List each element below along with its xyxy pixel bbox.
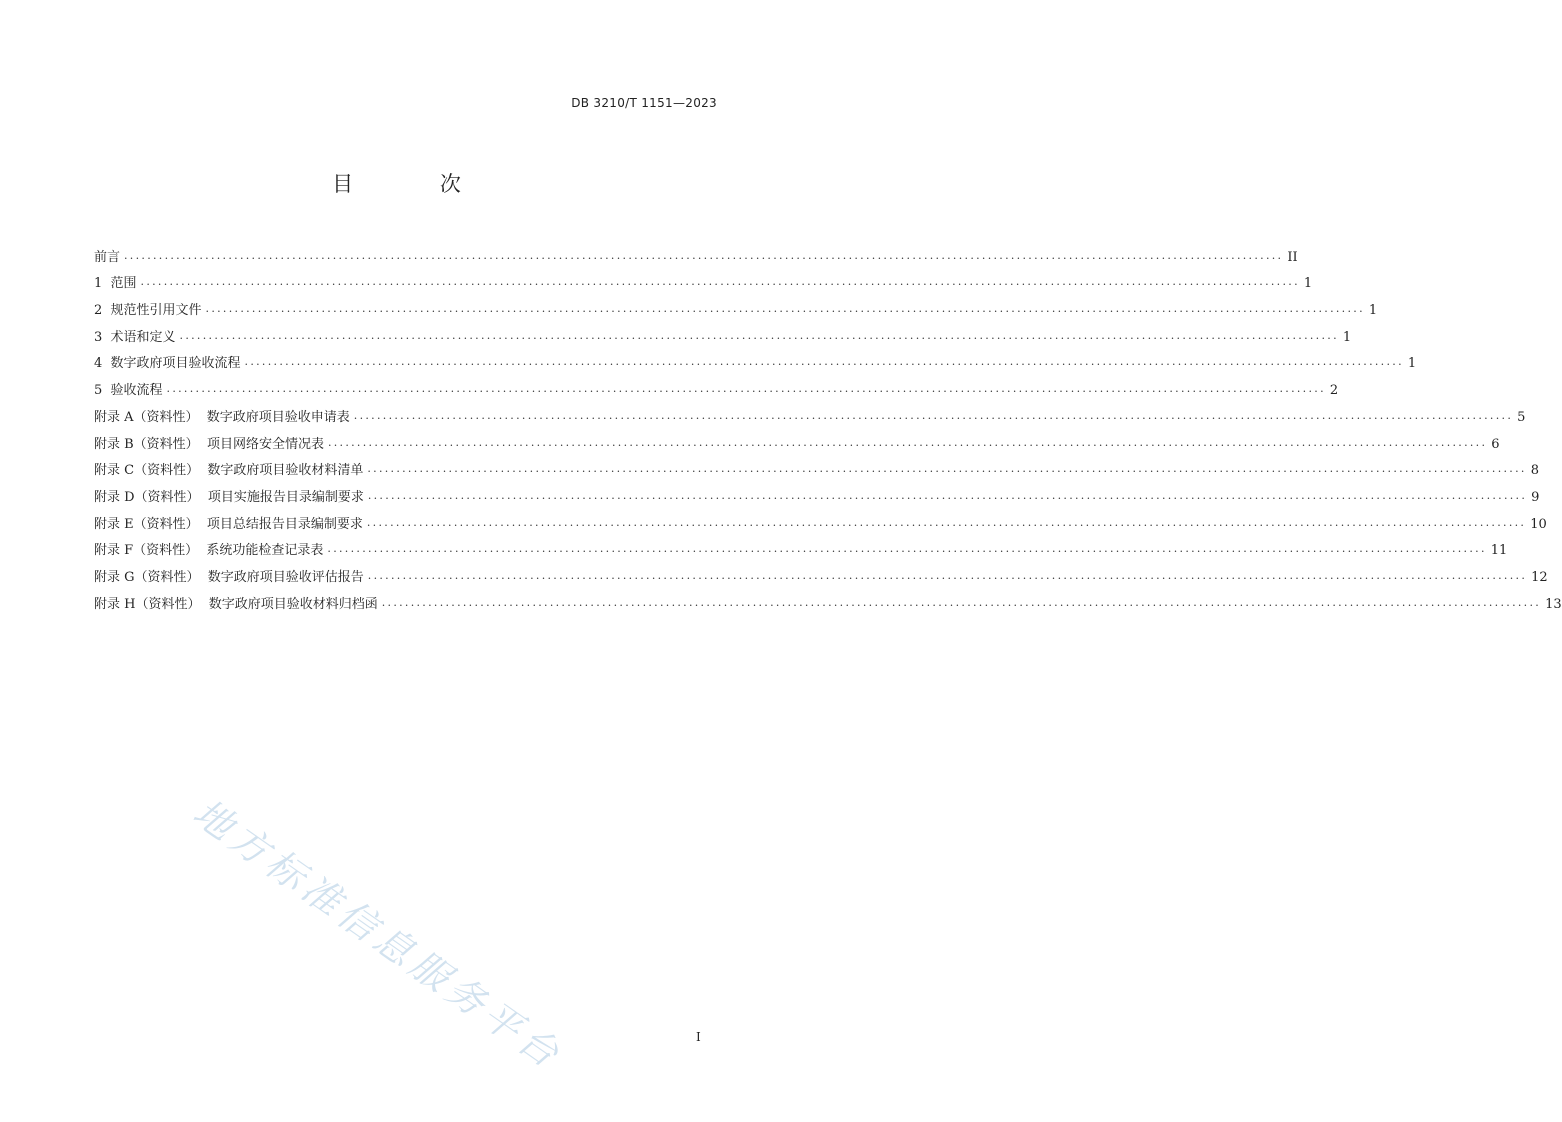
toc-entry-label: 3 术语和定义 xyxy=(94,329,176,345)
toc-entry[interactable] xyxy=(94,371,1339,399)
toc-entry-page: 2 xyxy=(1329,383,1339,399)
toc-entry-label: 附录 H（资料性） 数字政府项目验收材料归档函 xyxy=(94,596,378,612)
toc-entry-label: 1 范围 xyxy=(94,276,137,292)
toc-entry-label: 附录 D（资料性） 项目实施报告目录编制要求 xyxy=(94,489,364,505)
toc-leader-dots: ........................................................................................................................................................................................................ xyxy=(327,542,1487,556)
toc-leader-dots: ........................................................................................................................................................................................................ xyxy=(166,382,1326,396)
toc-leader-dots: ........................................................................................................................................................................................................ xyxy=(353,408,1514,422)
toc-entry[interactable] xyxy=(94,238,1298,265)
toc-entry-page: 5 xyxy=(1517,409,1526,425)
page-number: I xyxy=(696,1030,701,1044)
toc-entry-page: 10 xyxy=(1530,516,1547,532)
toc-entry-label: 4 数字政府项目验收流程 xyxy=(94,356,241,372)
toc-entry-page: 6 xyxy=(1491,436,1500,452)
watermark: 地方标准信息服务平台 xyxy=(185,790,572,1079)
toc-leader-dots: ........................................................................................................................................................................................................ xyxy=(140,275,1300,289)
toc-entry[interactable] xyxy=(94,291,1378,319)
document-code: DB 3210/T 1151—2023 xyxy=(571,96,717,110)
toc-entry[interactable] xyxy=(94,505,1547,532)
table-of-contents xyxy=(94,238,1562,612)
toc-entry-label: 附录 B（资料性） 项目网络安全情况表 xyxy=(94,436,324,452)
toc-leader-dots: ........................................................................................................................................................................................................ xyxy=(367,488,1528,502)
toc-entry[interactable] xyxy=(94,478,1540,505)
toc-entry-label: 附录 C（资料性） 数字政府项目验收材料清单 xyxy=(94,463,364,479)
toc-leader-dots: ........................................................................................................................................................................................................ xyxy=(367,568,1528,582)
toc-entry[interactable] xyxy=(94,585,1562,612)
toc-entry-page: 1 xyxy=(1342,329,1352,345)
toc-entry-page: 1 xyxy=(1303,276,1313,292)
toc-entry-page: 1 xyxy=(1407,356,1417,372)
toc-entry-page: 1 xyxy=(1368,303,1378,319)
toc-entry[interactable] xyxy=(94,452,1539,479)
toc-entry-label: 附录 E（资料性） 项目总结报告目录编制要求 xyxy=(94,516,363,532)
toc-entry-label: 附录 F（资料性） 系统功能检查记录表 xyxy=(94,543,324,559)
toc-leader-dots: ........................................................................................................................................................................................................ xyxy=(367,462,1527,476)
toc-entry-page: II xyxy=(1287,249,1298,265)
toc-entry[interactable] xyxy=(94,558,1548,585)
toc-leader-dots: ........................................................................................................................................................................................................ xyxy=(366,515,1527,529)
toc-entry[interactable] xyxy=(94,345,1417,372)
toc-entry[interactable] xyxy=(94,318,1352,345)
toc-entry-page: 13 xyxy=(1545,596,1562,612)
toc-leader-dots: ........................................................................................................................................................................................................ xyxy=(179,328,1339,342)
toc-entry[interactable] xyxy=(94,425,1500,452)
toc-leader-dots: ........................................................................................................................................................................................................ xyxy=(327,435,1488,449)
toc-entry-label: 5 验收流程 xyxy=(94,383,163,399)
toc-title: 目 次 xyxy=(332,172,501,196)
toc-entry-label: 附录 A（资料性） 数字政府项目验收申请表 xyxy=(94,409,350,425)
toc-entry[interactable] xyxy=(94,532,1508,559)
toc-entry-label: 附录 G（资料性） 数字政府项目验收评估报告 xyxy=(94,569,364,585)
toc-entry-label: 前言 xyxy=(94,249,121,265)
toc-leader-dots: ........................................................................................................................................................................................................ xyxy=(124,248,1284,262)
toc-entry[interactable] xyxy=(94,265,1313,292)
toc-leader-dots: ........................................................................................................................................................................................................ xyxy=(381,595,1542,609)
toc-leader-dots: ........................................................................................................................................................................................................ xyxy=(205,302,1365,316)
toc-entry-page: 11 xyxy=(1490,543,1508,559)
toc-entry[interactable] xyxy=(94,398,1526,425)
toc-entry-page: 9 xyxy=(1531,489,1540,505)
toc-entry-page: 12 xyxy=(1531,569,1548,585)
toc-leader-dots: ........................................................................................................................................................................................................ xyxy=(244,355,1404,369)
toc-entry-page: 8 xyxy=(1530,463,1539,479)
toc-entry-label: 2 规范性引用文件 xyxy=(94,303,202,319)
